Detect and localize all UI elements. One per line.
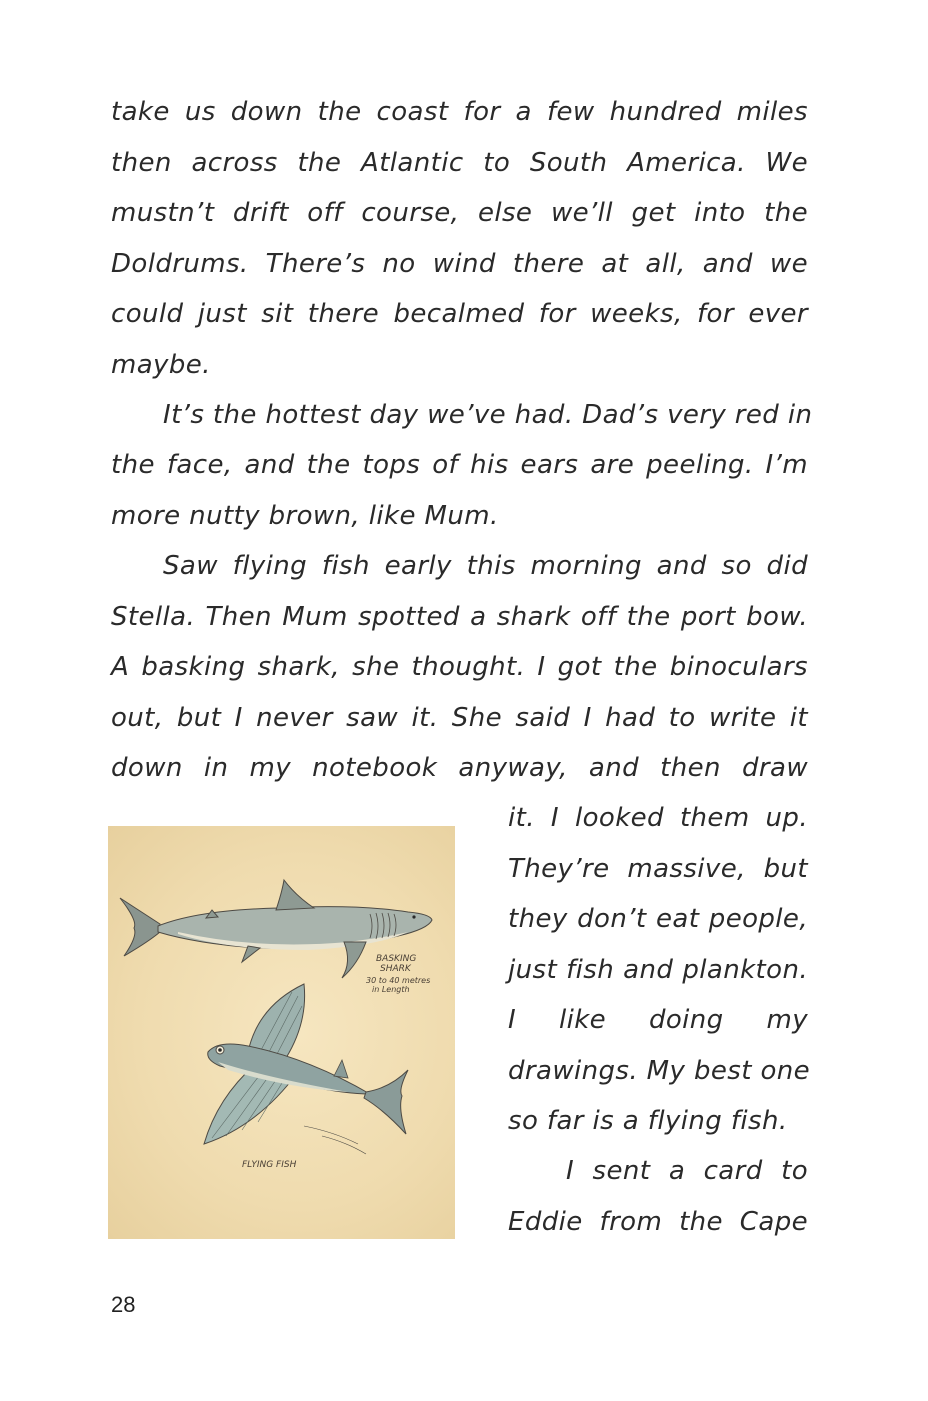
- text-line-7: It’s the hottest day we’ve had. Dad’s very red in: [163, 400, 813, 430]
- page-number: 28: [111, 1292, 136, 1317]
- text-line-9: more nutty brown, like Mum.: [111, 501, 499, 531]
- fish-illustration: [108, 826, 455, 1239]
- text-line-22: I sent a card to: [566, 1156, 808, 1186]
- text-line-13: out, but I never saw it. She said I had to write it: [111, 703, 808, 733]
- text-line-16: They’re massive, but: [508, 854, 808, 884]
- text-line-20: drawings. My best one: [508, 1056, 811, 1086]
- text-line-21: so far is a flying fish.: [508, 1106, 788, 1136]
- text-line-3: mustn’t drift off course, else we’ll get into the: [111, 198, 808, 228]
- text-line-12: A basking shark, she thought. I got the binoculars: [111, 652, 808, 682]
- text-line-5: could just sit there becalmed for weeks, for ever: [111, 299, 808, 329]
- text-line-14: down in my notebook anyway, and then draw: [111, 753, 808, 783]
- illustration-drawing: [108, 826, 455, 1239]
- text-line-18: just fish and plankton.: [508, 955, 808, 985]
- text-line-1: take us down the coast for a few hundred miles: [111, 97, 808, 127]
- text-line-6: maybe.: [111, 350, 211, 380]
- text-line-19: I like doing my: [508, 1005, 808, 1035]
- text-line-23: Eddie from the Cape: [508, 1207, 808, 1237]
- text-line-2: then across the Atlantic to South America. We: [111, 148, 808, 178]
- text-line-4: Doldrums. There’s no wind there at all, and we: [111, 249, 808, 279]
- text-line-11: Stella. Then Mum spotted a shark off the port bow.: [111, 602, 808, 632]
- text-line-8: the face, and the tops of his ears are peeling. I’m: [111, 450, 808, 480]
- shark-label-4: in Length: [372, 985, 410, 994]
- text-line-15: it. I looked them up.: [508, 803, 808, 833]
- flying-fish-label: FLYING FISH: [242, 1160, 297, 1170]
- shark-label-3: 30 to 40 metres: [366, 976, 431, 985]
- shark-label-1: BASKING: [376, 954, 417, 964]
- text-line-10: Saw flying fish early this morning and so did: [163, 551, 808, 581]
- text-line-17: they don’t eat people,: [508, 904, 808, 934]
- flying-fish-drawing: [204, 984, 408, 1154]
- shark-label-2: SHARK: [380, 964, 411, 974]
